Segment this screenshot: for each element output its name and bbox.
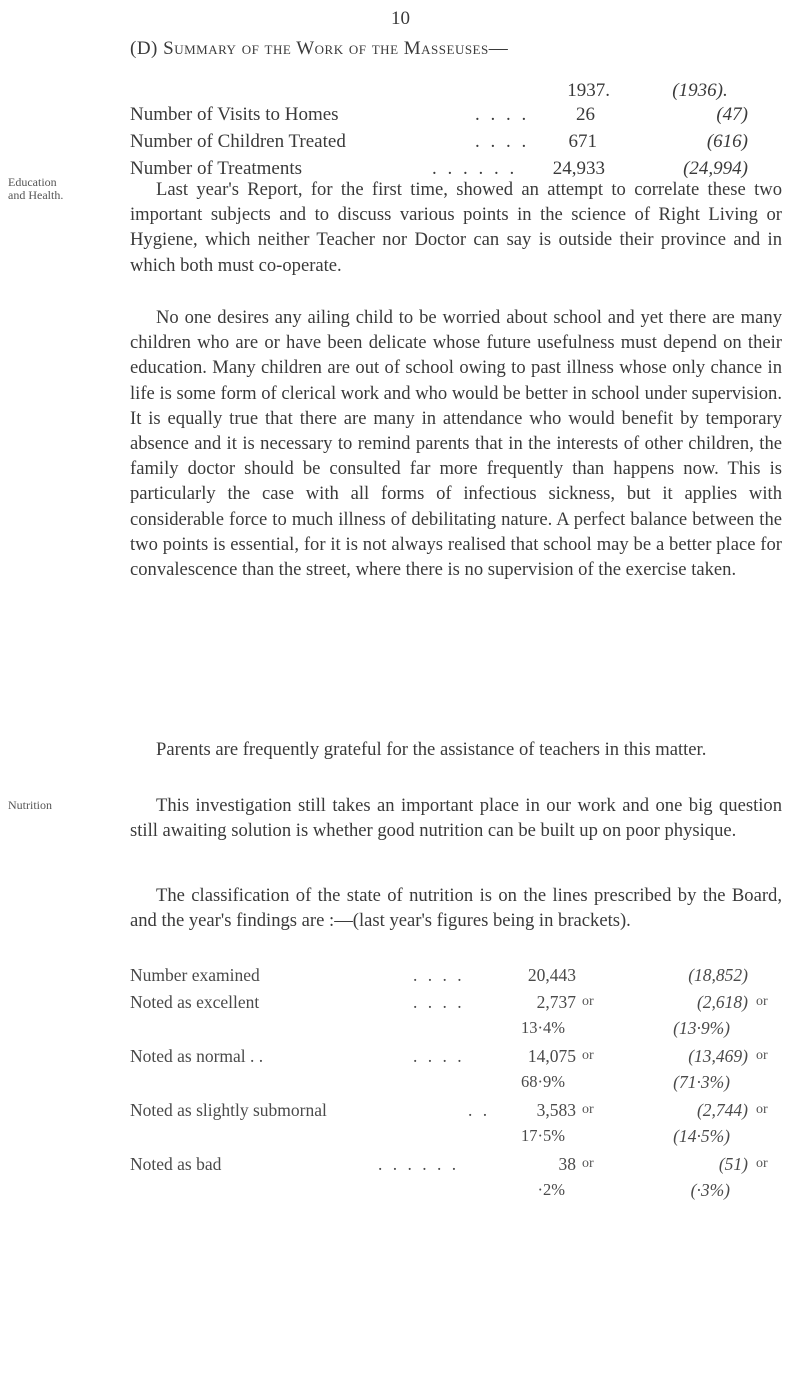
row-label: Number examined [130, 965, 260, 985]
row-prev: (51) [718, 1154, 748, 1174]
margin-note-nutrition: Nutrition [8, 798, 52, 812]
table-row [130, 992, 790, 1044]
col-year-header: 1937. [567, 80, 610, 101]
row-value: 20,443 [527, 965, 576, 985]
row-value: 2,737 [536, 992, 576, 1012]
row-dots: . . . . [413, 1046, 465, 1066]
row-prev: (616) [706, 131, 748, 152]
paragraph-delicate-children: No one desires any ailing child to be worried about school and yet there are many children who are or have been delicate whose future usefulness must depend on their education. Many children are out of school owing to past illness whose only chance in life is some form of clerical work and who would be better in school under supervision. It is equally true that there are many in attendance who would benefit by temporary absence and it is necessary to remind parents that in the interests of other children, the family doctor should be consulted far more frequently than happens now. This is particularly the case with all forms of infectious sickness, but it applies with considerable force to much illness of debilitating nature. A perfect balance between the two points is essential, for it is not always realised that school may be a better place for convalescence than the street, where there is no supervision of the exercise taken. [130, 307, 782, 581]
margin-note-line: and Health. [8, 188, 64, 202]
row-dots: . . . . [475, 131, 530, 152]
row-prev-pct: (13·9%) [673, 1018, 730, 1038]
row-label: Noted as bad [130, 1154, 222, 1174]
row-prev: (13,469) [688, 1046, 748, 1066]
row-dots: . . . . . . [378, 1154, 460, 1174]
row-label: Noted as excellent [130, 992, 260, 1012]
section-prefix: (D) [130, 38, 164, 59]
row-prev: (24,994) [683, 158, 748, 179]
row-label: Number of Children Treated [130, 131, 346, 152]
row-prev: (2,618) [696, 992, 748, 1012]
row-or: or [582, 1102, 594, 1117]
row-dots: . . . . [413, 992, 465, 1012]
row-label: Number of Visits to Homes [130, 104, 339, 125]
margin-note-line: Education [8, 175, 57, 189]
row-prev: (2,744) [696, 1100, 748, 1120]
row-or: or [582, 994, 594, 1009]
table-row [130, 1100, 790, 1152]
section-title: Summary of the Work of the Masseuses— [163, 38, 509, 59]
row-prev: (18,852) [688, 965, 748, 985]
row-value: 24,933 [552, 158, 605, 179]
table-row [130, 104, 790, 130]
row-pct: 17·5% [521, 1126, 565, 1145]
row-prev-or: or [756, 1048, 768, 1063]
row-pct: 13·4% [521, 1018, 565, 1037]
col-prev-header: (1936). [672, 80, 728, 101]
paragraph-parents: Parents are frequently grateful for the assistance of teachers in this matter. [156, 739, 707, 760]
row-prev-pct: (71·3%) [673, 1072, 730, 1092]
row-dots: . . [468, 1100, 491, 1120]
row-prev-or: or [756, 994, 768, 1009]
nutrition-table [130, 965, 790, 1365]
row-prev: (47) [716, 104, 748, 125]
table-row [130, 1046, 790, 1098]
row-value: 38 [558, 1154, 576, 1174]
table-row [130, 131, 790, 157]
row-value: 3,583 [536, 1100, 576, 1120]
row-label: Number of Treatments [130, 158, 303, 179]
row-dots: . . . . [475, 104, 530, 125]
row-pct: ·2% [537, 1180, 565, 1199]
paragraph-classification: The classification of the state of nutrition is on the lines prescribed by the Board, and the year's findings are :—(last year's figures being in brackets). [130, 885, 782, 932]
row-pct: 68·9% [521, 1072, 565, 1091]
page-number: 10 [391, 8, 410, 29]
margin-note-education [8, 176, 63, 202]
paragraph-education: Last year's Report, for the first time, showed an attempt to correlate these two important subjects and to discuss various points in the science of Right Living or Hygiene, which neither Teacher nor Doctor can say is outside their province and in which both must co-operate. [130, 179, 782, 276]
paragraph-nutrition: This investigation still takes an important place in our work and one big question still awaiting solution is whether good nutrition can be built up on poor physique. [130, 795, 782, 842]
row-or: or [582, 1156, 594, 1171]
row-prev-or: or [756, 1156, 768, 1171]
row-value: 671 [568, 131, 597, 152]
masseuses-table [130, 80, 790, 190]
row-value: 14,075 [527, 1046, 576, 1066]
masseuses-header [130, 80, 790, 104]
section-heading [130, 38, 508, 60]
row-dots: . . . . [413, 965, 465, 985]
row-value: 26 [576, 104, 595, 125]
table-row [130, 965, 790, 991]
row-label: Noted as slightly submornal [130, 1100, 327, 1120]
row-prev-pct: (14·5%) [673, 1126, 730, 1146]
table-row [130, 1154, 790, 1206]
row-label: Noted as normal . . [130, 1046, 264, 1066]
row-dots: . . . . . . [432, 158, 518, 179]
row-prev-pct: (·3%) [690, 1180, 730, 1200]
row-prev-or: or [756, 1102, 768, 1117]
row-or: or [582, 1048, 594, 1063]
